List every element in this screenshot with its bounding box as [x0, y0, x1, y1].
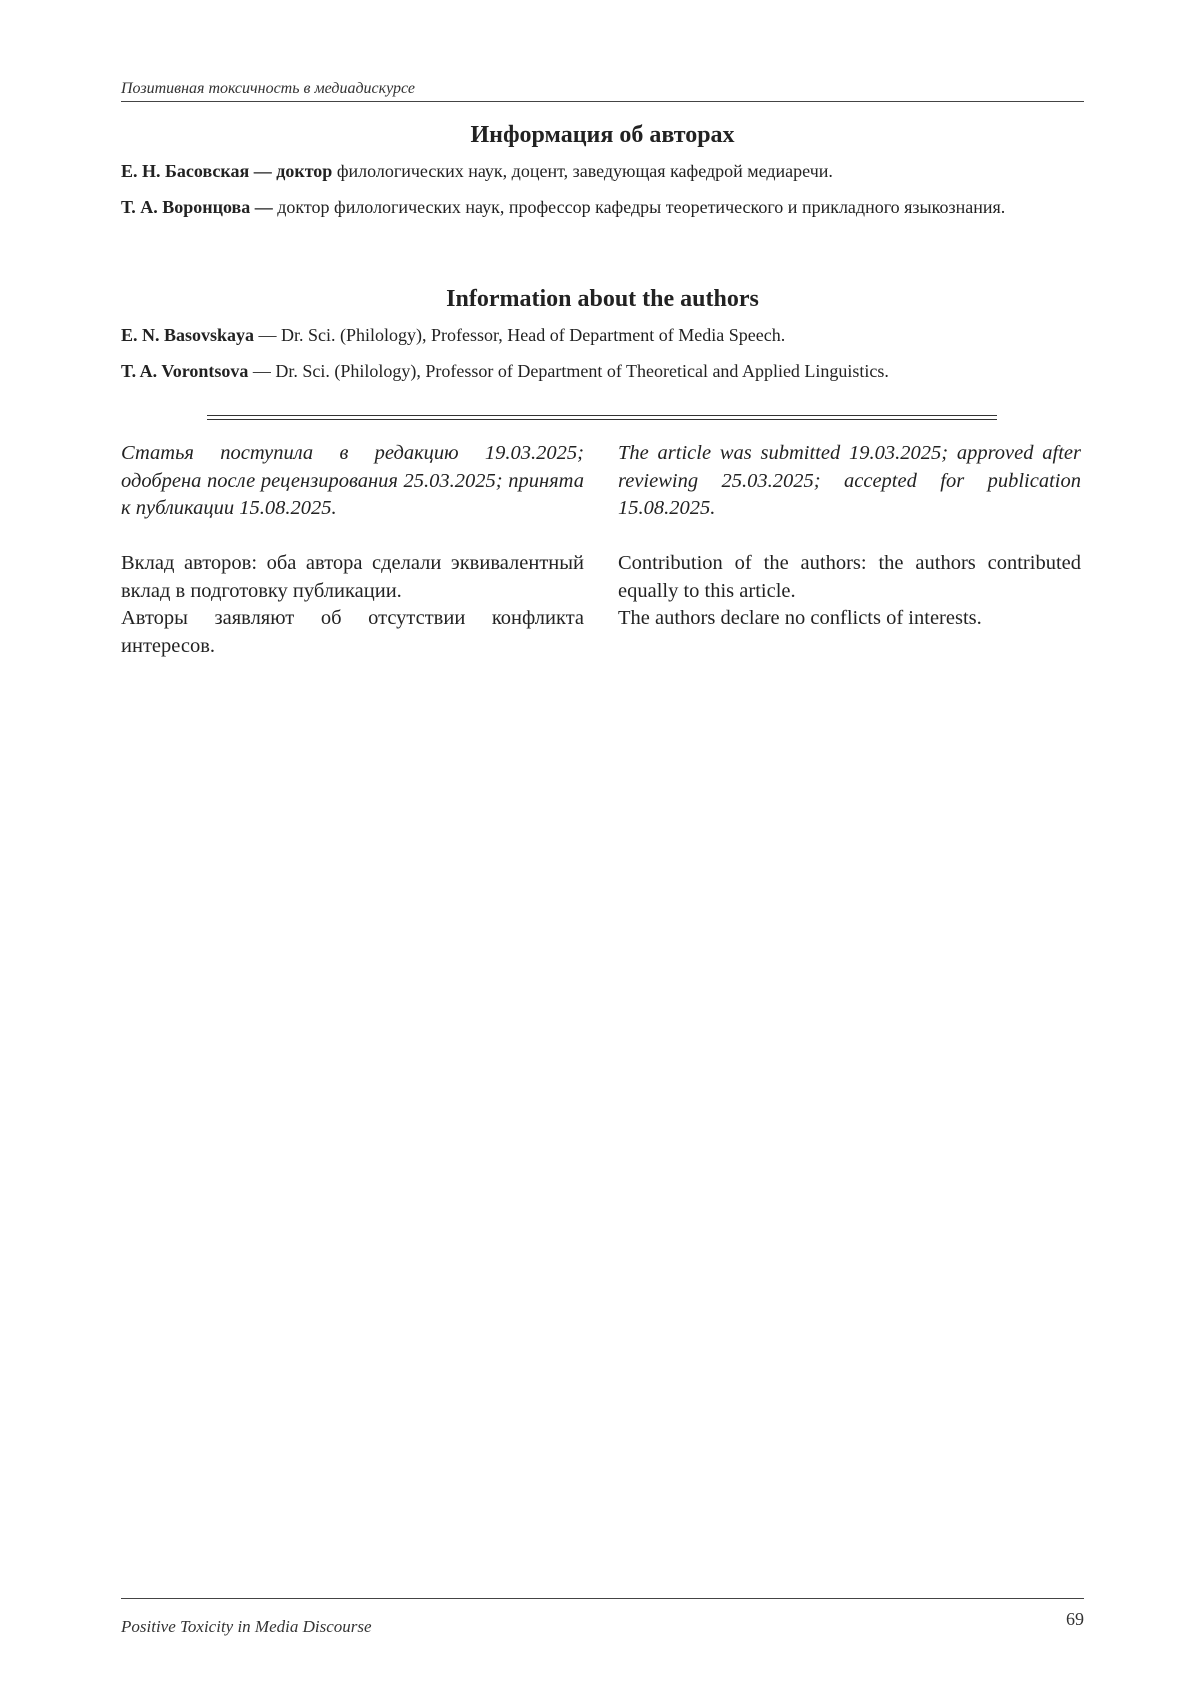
running-footer-title: Positive Toxicity in Media Discourse — [121, 1617, 372, 1636]
author-contribution: Вклад авторов: оба автора сделали эквивалентный вклад в подготовку публикации. — [121, 552, 584, 602]
author-info-english — [121, 286, 1084, 393]
running-header — [121, 80, 1084, 102]
author-degree-bold: доктор — [276, 161, 333, 181]
author-contribution: Contribution of the authors: the authors contributed equally to this article. — [618, 552, 1081, 602]
section-title-russian: Информация об авторах — [470, 122, 735, 148]
double-rule-divider — [207, 415, 997, 420]
author-name: E. N. Basovskaya — [121, 325, 255, 345]
author-description: филологических наук, доцент, заведующая кафедрой медиаречи. — [336, 161, 833, 181]
conflict-statement: Авторы заявляют об отсутствии конфликта интересов. — [121, 607, 584, 657]
running-header-title: Позитивная токсичность в медиадискурсе — [121, 80, 416, 97]
author-entry-vorontsova-ru — [121, 193, 1084, 221]
page-number: 69 — [1066, 1609, 1084, 1629]
author-entry-basovskaya-ru — [121, 157, 1084, 185]
article-dates: Статья поступила в редакцию 19.03.2025; одобрена после рецензирования 25.03.2025; принята к публикации 15.08.2025. — [121, 442, 584, 519]
article-notes-russian — [121, 440, 584, 660]
running-footer — [121, 1598, 1084, 1637]
author-name: T. A. Vorontsova — [121, 361, 249, 381]
author-description: — Dr. Sci. (Philology), Professor of Department of Theoretical and Applied Linguistics. — [252, 361, 889, 381]
author-entry-vorontsova-en — [121, 357, 1084, 385]
article-notes-english — [618, 440, 1081, 633]
author-info-russian — [121, 122, 1084, 229]
section-title-english: Information about the authors — [446, 286, 759, 312]
author-description: доктор филологических наук, профессор кафедры теоретического и прикладного языкознания. — [277, 197, 1006, 217]
conflict-statement: The authors declare no conflicts of interests. — [618, 607, 982, 629]
author-description: — Dr. Sci. (Philology), Professor, Head of Department of Media Speech. — [258, 325, 786, 345]
author-name: Т. А. Воронцова — — [121, 197, 273, 217]
article-dates: The article was submitted 19.03.2025; approved after reviewing 25.03.2025; accepted for publication 15.08.2025. — [618, 442, 1081, 519]
author-name: Е. Н. Басовская — — [121, 161, 272, 181]
author-entry-basovskaya-en — [121, 321, 1084, 349]
